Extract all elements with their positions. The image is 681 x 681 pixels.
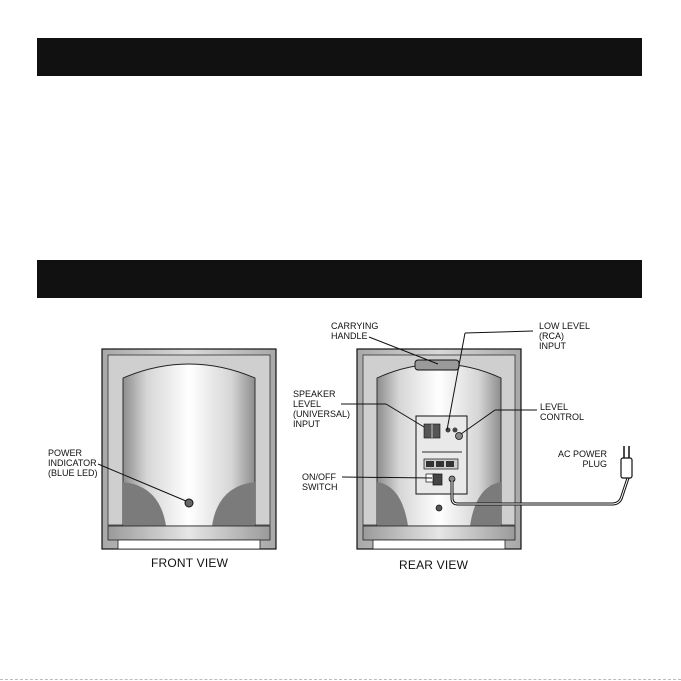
- low-level-input-leader-top: [465, 331, 533, 333]
- level-control-label: LEVEL CONTROL: [540, 402, 585, 422]
- carrying-handle-label: CARRYING HANDLE: [331, 321, 379, 341]
- front-cabinet: [102, 349, 276, 549]
- front-view-title: FRONT VIEW: [151, 556, 229, 570]
- power-indicator-label: POWER INDICATOR (BLUE LED): [48, 448, 98, 478]
- carrying-handle-icon: [415, 360, 459, 370]
- power-led-icon: [185, 499, 193, 507]
- ac-plug-icon: [621, 446, 632, 478]
- rear-cabinet: [357, 349, 521, 549]
- on-off-switch-label: ON/OFF SWITCH: [302, 472, 338, 492]
- rear-view-title: REAR VIEW: [399, 558, 469, 572]
- on-off-switch-icon: [433, 474, 442, 485]
- ac-power-plug-label: AC POWER PLUG: [558, 449, 608, 469]
- low-level-input-label: LOW LEVEL (RCA) INPUT: [539, 321, 591, 351]
- speaker-level-input-label: SPEAKER LEVEL (UNIVERSAL) INPUT: [293, 389, 351, 429]
- rca-input-icon: [453, 428, 458, 433]
